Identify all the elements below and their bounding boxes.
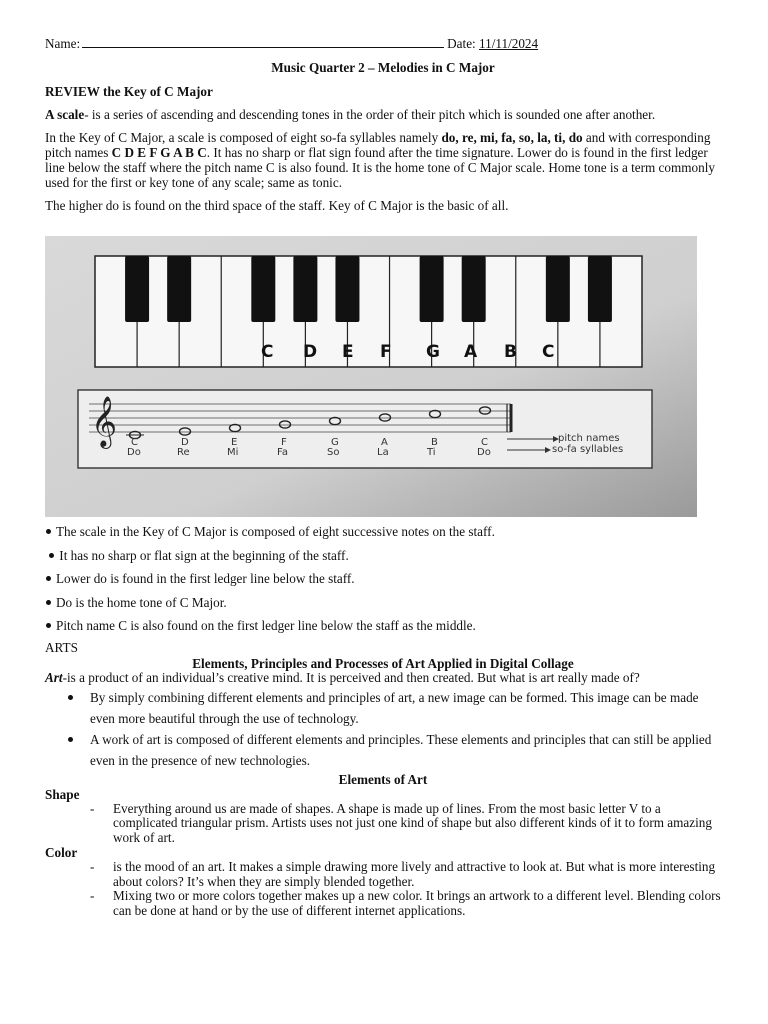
bullet-text: Do is the home tone of C Major.: [56, 594, 227, 610]
dash-marker: -: [90, 859, 95, 874]
pitch-name-label: G: [331, 437, 339, 448]
bullet-dot: [68, 737, 73, 742]
black-key: [420, 256, 444, 322]
key-letter-f: F: [380, 342, 392, 362]
c-major-paragraph: [45, 130, 721, 190]
solfa-syllable-label: La: [377, 447, 389, 458]
bullet-item: [45, 547, 721, 571]
color-item: [45, 889, 721, 918]
pitch-names: C D E F G A B C: [111, 145, 207, 160]
pitch-name-label: B: [431, 437, 438, 448]
pitch-name-label: C: [131, 437, 138, 448]
black-key: [125, 256, 149, 322]
solfa-syllable-label: Ti: [427, 447, 436, 458]
black-key: [588, 256, 612, 322]
arts-heading: Elements, Principles and Processes of Art Applied in Digital Collage: [192, 656, 574, 671]
bullet-item: [45, 594, 721, 618]
solfa-syllable-label: Mi: [227, 447, 239, 458]
art-point-text: By simply combining different elements and principles of art, a new image can be formed. This image can be made even more beautiful through the use of technology.: [90, 689, 699, 726]
key-letter-a: A: [464, 342, 478, 362]
c-major-text-c: . It has no sharp or flat sign found after the time signature. Lower do is found in the first ledger line below the staff where the pitch name C is also found. It is the home tone of C Major scale. Home tone is a term commonly used for the first or key tone of any scale; same as tonic.: [45, 145, 715, 190]
name-date-line: [45, 36, 721, 51]
bullet-item: [45, 523, 721, 547]
pitch-name-label: E: [231, 437, 238, 448]
black-key: [546, 256, 570, 322]
pitch-name-label: D: [181, 437, 189, 448]
bullet-dot: [46, 600, 51, 605]
arts-section: [45, 640, 721, 918]
color-item-text: is the mood of an art. It makes a simple drawing more lively and attractive to look at. But what is more interesting about colors? It’s when they are simply blended together.: [113, 859, 716, 889]
name-blank: [82, 36, 444, 48]
bullet-dot: [46, 623, 51, 628]
scale-definition: [45, 107, 721, 122]
pitch-names-label: pitch names: [558, 433, 620, 444]
elements-heading: Elements of Art: [338, 771, 428, 787]
bullet-dot: [68, 695, 73, 700]
shape-item-text: Everything around us are made of shapes. A shape is made up of lines. From the most basic letter V to a complicated triangular prism. Artists uses not just one kind of shape but also different kinds of it to form amazing work of art.: [113, 800, 712, 845]
bullet-text: Lower do is found in the first ledger line below the staff.: [56, 571, 355, 586]
keyboard-scale-image: [45, 236, 697, 517]
bullet-dot: [46, 576, 51, 581]
art-term: Art: [45, 670, 63, 685]
black-key: [251, 256, 275, 322]
page-title: Music Quarter 2 – Melodies in C Major: [271, 60, 495, 75]
color-item: [45, 860, 721, 889]
black-key: [293, 256, 317, 322]
key-letter-g: G: [426, 342, 440, 362]
date-label: Date:: [447, 36, 476, 51]
solfa-syllable-label: So: [327, 447, 340, 458]
worksheet-page: [45, 36, 721, 213]
review-heading: REVIEW the Key of C Major: [45, 84, 213, 99]
key-letter-b: B: [504, 342, 517, 362]
pitch-name-label: A: [381, 437, 388, 448]
shape-item: [45, 802, 721, 846]
bullet-dot: [49, 553, 54, 558]
bullet-item: [45, 617, 721, 641]
piano-keyboard: [95, 256, 642, 367]
art-point: [45, 729, 721, 771]
art-point: [45, 687, 721, 729]
scale-def-text: - is a series of ascending and descending tones in the order of their pitch which is sounded one after another.: [84, 107, 656, 122]
bullet-dot: [46, 529, 51, 534]
black-key: [335, 256, 359, 322]
solfa-syllable-label: Re: [177, 447, 190, 458]
shape-heading: Shape: [45, 786, 80, 802]
solfa-syllables: do, re, mi, fa, so, la, ti, do: [441, 130, 583, 145]
key-letter-e: E: [342, 342, 354, 362]
bullet-text: Pitch name C is also found on the first ledger line below the staff as the middle.: [56, 618, 476, 633]
staff-panel: [78, 390, 652, 468]
c-major-text-a: In the Key of C Major, a scale is composed of eight so-fa syllables namely: [45, 130, 442, 145]
art-def-text: -is a product of an individual’s creative mind. It is perceived and then created. But what is art really made of?: [62, 670, 640, 685]
bullet-text: It has no sharp or flat sign at the beginning of the staff.: [59, 547, 349, 563]
bullet-text: The scale in the Key of C Major is composed of eight successive notes on the staff.: [56, 524, 495, 539]
key-letter-c-high: C: [542, 342, 555, 362]
key-letter-c: C: [261, 342, 274, 362]
keyboard-scale-photo: [45, 236, 697, 517]
color-item-text: Mixing two or more colors together makes up a new color. It brings an artwork to a different level. Blending colors can be done at hand or by the use of different internet applications.: [113, 888, 721, 918]
art-points: [45, 687, 721, 771]
scale-term: A scale: [45, 107, 85, 122]
c-major-text-b: and with corresponding pitch names: [45, 130, 711, 160]
treble-clef-icon: 𝄞: [91, 396, 118, 447]
color-heading: Color: [45, 845, 78, 860]
solfa-label: so-fa syllables: [552, 444, 624, 455]
pitch-name-label: F: [281, 437, 287, 448]
dash-marker: -: [90, 888, 95, 903]
c-major-bullets: [45, 523, 721, 641]
color-list: [45, 860, 721, 918]
solfa-syllable-label: Do: [127, 447, 141, 458]
art-definition: [45, 671, 721, 685]
solfa-syllable-label: Do: [477, 447, 491, 458]
higher-do-paragraph: The higher do is found on the third space of the staff. Key of C Major is the basic of all.: [45, 198, 509, 213]
date-value: 11/11/2024: [479, 36, 539, 51]
shape-list: [45, 802, 721, 846]
black-key: [462, 256, 486, 322]
key-letter-d: D: [303, 342, 318, 362]
solfa-syllable-label: Fa: [277, 447, 288, 458]
bullet-item: [45, 570, 721, 594]
dash-marker: -: [90, 800, 95, 816]
black-key: [167, 256, 191, 322]
staff-box: [78, 390, 652, 468]
pitch-name-label: C: [481, 437, 488, 448]
name-label: Name:: [45, 36, 81, 51]
arts-label: ARTS: [45, 640, 78, 655]
art-point-text: A work of art is composed of different elements and principles. These elements and principles that can still be applied even in the presence of new technologies.: [90, 731, 712, 768]
